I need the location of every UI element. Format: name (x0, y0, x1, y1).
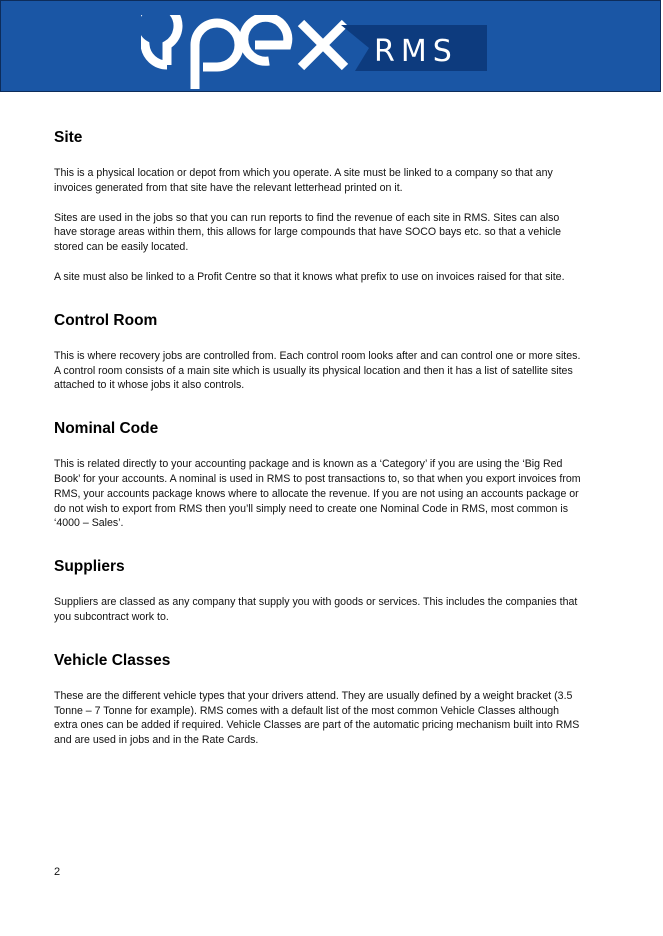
section-title: Vehicle Classes (54, 651, 171, 669)
section-control-room (54, 311, 584, 393)
paragraph: Suppliers are classed as any company that supply you with goods or services. This includes the companies that you subcontract work to. (54, 596, 578, 623)
page-header (0, 0, 661, 92)
paragraph: A site must also be linked to a Profit Centre so that it knows what prefix to use on invoices raised for that site. (54, 270, 565, 283)
logo-rms-text: RMS (374, 34, 458, 69)
section-title: Control Room (54, 311, 158, 329)
apex-rms-logo (141, 15, 491, 89)
document-body (54, 128, 584, 774)
section-title: Suppliers (54, 558, 125, 576)
page-number: 2 (54, 866, 61, 878)
paragraph: These are the different vehicle types that your drivers attend. They are usually defined by a weight bracket (3.5 Tonne – 7 Tonne for example). RMS comes with a default list of the most common Vehicle Classes although extra ones can be added if required. Vehicle Classes are part of the automatic pricing mechanism built into RMS and are used in jobs and in the Rate Cards. (54, 689, 580, 747)
section-nominal-code (54, 419, 584, 531)
paragraph: This is a physical location or depot from which you operate. A site must be linked to a company so that any invoices generated from that site have the relevant letterhead printed on it. (54, 167, 553, 194)
section-vehicle-classes (54, 651, 584, 748)
section-suppliers (54, 557, 584, 625)
paragraph: Sites are used in the jobs so that you can run reports to find the revenue of each site in RMS. Sites can also have storage areas within them, this allows for large compounds that have SOCO bays etc. so that a vehicle stored can be easily located. (54, 211, 561, 254)
paragraph: This is where recovery jobs are controlled from. Each control room looks after and can control one or more sites. A control room consists of a main site which is usually its physical location and then it has a list of satellite sites attached to it whose jobs it also controls. (54, 349, 581, 392)
paragraph: This is related directly to your accounting package and is known as a ‘Category’ if you are using the ‘Big Red Book’ for your accounts. A nominal is used in RMS to post transactions to, so that when you export invoices from RMS, your accounts package knows where to allocate the revenue. If you are not using an accounts package or do not wish to export from RMS then you’ll simply need to create one Nominal Code in RMS, most common is ‘4000 – Sales’. (54, 458, 581, 530)
section-title: Nominal Code (54, 420, 159, 438)
section-site (54, 128, 584, 285)
section-title: Site (54, 129, 83, 146)
